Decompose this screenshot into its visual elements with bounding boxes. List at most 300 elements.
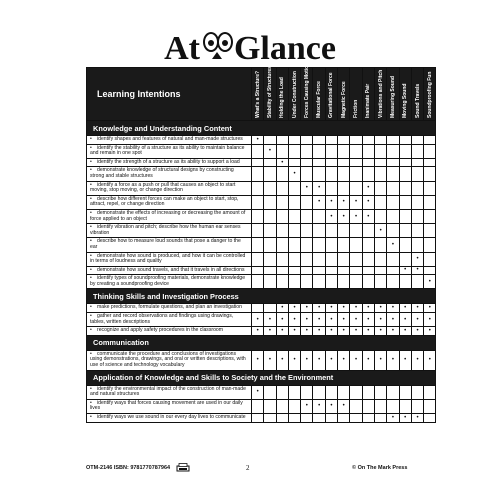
mark-cell	[424, 195, 436, 209]
column-header	[252, 68, 264, 121]
mark-cell	[424, 158, 436, 167]
mark-cell	[288, 224, 300, 238]
checkmark-dot-icon: •	[342, 403, 345, 410]
learning-intention-cell	[87, 167, 252, 181]
learning-intention-text: identify the environmental impact of the construction of man-made and natural structures	[90, 385, 246, 398]
checkmark-dot-icon: •	[281, 316, 284, 323]
eyes-logo-icon	[202, 30, 232, 60]
checkmark-dot-icon: •	[318, 403, 321, 410]
column-header	[301, 62, 313, 121]
mark-cell	[276, 399, 288, 413]
checkmark-dot-icon: •	[367, 213, 370, 220]
checkmark-dot-icon: •	[416, 328, 419, 335]
checkmark-dot-icon: •	[367, 316, 370, 323]
bullet-icon: •	[90, 181, 92, 188]
mark-cell	[276, 167, 288, 181]
mark-cell	[301, 238, 313, 252]
mark-cell	[338, 209, 350, 223]
mark-cell	[264, 350, 276, 370]
learning-intention-text: gather and record observations and findings using drawings, tables, written descriptions	[90, 313, 234, 325]
mark-cell	[374, 136, 386, 145]
mark-cell	[424, 385, 436, 399]
mark-cell	[301, 313, 313, 327]
mark-cell	[411, 266, 423, 275]
column-header-label: Vibrations and Pitch	[377, 69, 384, 118]
column-header	[374, 68, 386, 121]
mark-cell	[399, 238, 411, 252]
checkmark-dot-icon: •	[342, 357, 345, 364]
mark-cell	[399, 158, 411, 167]
mark-cell	[399, 313, 411, 327]
mark-cell	[338, 136, 350, 145]
mark-cell	[325, 275, 337, 289]
learning-intention-cell	[87, 209, 252, 223]
table-row	[87, 414, 436, 423]
bullet-icon: •	[90, 399, 92, 406]
mark-cell	[276, 275, 288, 289]
mark-cell	[374, 252, 386, 266]
checkmark-dot-icon: •	[305, 357, 308, 364]
mark-cell	[387, 181, 399, 195]
mark-cell	[288, 266, 300, 275]
mark-cell	[374, 209, 386, 223]
mark-cell	[399, 350, 411, 370]
mark-cell	[338, 414, 350, 423]
mark-cell	[325, 158, 337, 167]
mark-cell	[424, 266, 436, 275]
mark-cell	[325, 350, 337, 370]
mark-cell	[424, 414, 436, 423]
mark-cell	[424, 209, 436, 223]
mark-cell	[264, 385, 276, 399]
mark-cell	[374, 158, 386, 167]
mark-cell	[288, 313, 300, 327]
learning-intention-cell	[87, 275, 252, 289]
table-row	[87, 238, 436, 252]
mark-cell	[264, 313, 276, 327]
checkmark-dot-icon: •	[367, 328, 370, 335]
column-header-label: Inanimate Pair	[365, 83, 372, 118]
mark-cell	[387, 209, 399, 223]
checkmark-dot-icon: •	[268, 316, 271, 323]
mark-cell	[338, 266, 350, 275]
mark-cell	[313, 252, 325, 266]
learning-intention-text: identify the stability of a structure as its ability to maintain balance and remain in one spot	[90, 144, 245, 157]
section-heading: Knowledge and Understanding Content	[87, 121, 436, 136]
checkmark-dot-icon: •	[367, 357, 370, 364]
checkmark-dot-icon: •	[416, 414, 419, 421]
checkmark-dot-icon: •	[305, 185, 308, 192]
checkmark-dot-icon: •	[256, 316, 259, 323]
mark-cell	[362, 385, 374, 399]
checkmark-dot-icon: •	[305, 305, 308, 312]
title-at: At	[164, 30, 200, 67]
mark-cell	[313, 209, 325, 223]
mark-cell	[301, 304, 313, 313]
mark-cell	[387, 350, 399, 370]
mark-cell	[387, 252, 399, 266]
mark-cell	[252, 181, 264, 195]
mark-cell	[264, 327, 276, 336]
mark-cell	[325, 238, 337, 252]
mark-cell	[288, 414, 300, 423]
mark-cell	[313, 224, 325, 238]
mark-cell	[264, 399, 276, 413]
mark-cell	[313, 158, 325, 167]
mark-cell	[399, 144, 411, 158]
learning-intention-cell	[87, 266, 252, 275]
mark-cell	[362, 414, 374, 423]
mark-cell	[288, 136, 300, 145]
checkmark-dot-icon: •	[256, 136, 259, 143]
column-header-label: What's a Structure?	[254, 70, 261, 118]
checkmark-dot-icon: •	[318, 357, 321, 364]
mark-cell	[264, 195, 276, 209]
mark-cell	[325, 136, 337, 145]
bullet-icon: •	[90, 167, 92, 174]
mark-cell	[325, 195, 337, 209]
mark-cell	[313, 304, 325, 313]
checkmark-dot-icon: •	[281, 305, 284, 312]
checkmark-dot-icon: •	[416, 357, 419, 364]
mark-cell	[387, 266, 399, 275]
title-glance: Glance	[233, 30, 336, 67]
mark-cell	[288, 238, 300, 252]
mark-cell	[276, 304, 288, 313]
learning-intention-text: make predictions, formulate questions, and plan an investigation	[97, 304, 242, 311]
mark-cell	[350, 167, 362, 181]
bullet-icon: •	[90, 385, 92, 392]
learning-intention-cell	[87, 181, 252, 195]
mark-cell	[362, 195, 374, 209]
section-heading: Thinking Skills and Investigation Process	[87, 289, 436, 304]
checkmark-dot-icon: •	[404, 414, 407, 421]
checkmark-dot-icon: •	[379, 305, 382, 312]
mark-cell	[325, 224, 337, 238]
mark-cell	[313, 385, 325, 399]
mark-cell	[338, 158, 350, 167]
checkmark-dot-icon: •	[416, 305, 419, 312]
bullet-icon: •	[90, 224, 92, 231]
mark-cell	[411, 158, 423, 167]
mark-cell	[313, 136, 325, 145]
mark-cell	[350, 385, 362, 399]
bullet-icon: •	[90, 304, 92, 311]
checkmark-dot-icon: •	[354, 328, 358, 335]
learning-intention-text: identify types of soundproofing materials, demonstrate knowledge by creating a soundproofing device	[90, 275, 246, 287]
mark-cell	[301, 385, 313, 399]
mark-cell	[362, 136, 374, 145]
checkmark-dot-icon: •	[391, 305, 394, 312]
checkmark-dot-icon: •	[330, 357, 333, 364]
mark-cell	[350, 181, 362, 195]
mark-cell	[301, 167, 313, 181]
mark-cell	[301, 181, 313, 195]
mark-cell	[288, 304, 300, 313]
mark-cell	[288, 144, 300, 158]
checkmark-dot-icon: •	[379, 357, 382, 364]
mark-cell	[362, 167, 374, 181]
mark-cell	[301, 209, 313, 223]
checkmark-dot-icon: •	[416, 256, 419, 263]
mark-cell	[313, 238, 325, 252]
mark-cell	[350, 144, 362, 158]
column-header	[399, 68, 411, 121]
mark-cell	[252, 209, 264, 223]
mark-cell	[313, 144, 325, 158]
mark-cell	[374, 266, 386, 275]
mark-cell	[301, 350, 313, 370]
table-row	[87, 136, 436, 145]
mark-cell	[387, 195, 399, 209]
bullet-icon: •	[90, 209, 92, 216]
mark-cell	[325, 252, 337, 266]
column-header-label: Sound Travels	[414, 83, 421, 118]
checkmark-dot-icon: •	[256, 389, 259, 396]
learning-intention-cell	[87, 144, 252, 158]
table-row	[87, 209, 436, 223]
mark-cell	[350, 327, 362, 336]
learning-intention-text: communicate the procedure and conclusions of investigations using demonstrations, drawings, and oral or written descriptions, with use of science and technology vocabulary	[90, 350, 246, 369]
bullet-icon: •	[90, 275, 92, 282]
mark-cell	[325, 385, 337, 399]
mark-cell	[350, 414, 362, 423]
mark-cell	[252, 327, 264, 336]
mark-cell	[362, 224, 374, 238]
mark-cell	[399, 181, 411, 195]
mark-cell	[301, 414, 313, 423]
mark-cell	[276, 414, 288, 423]
bullet-icon: •	[90, 327, 92, 334]
checkmark-dot-icon: •	[379, 328, 382, 335]
mark-cell	[325, 209, 337, 223]
learning-intention-cell	[87, 224, 252, 238]
mark-cell	[325, 399, 337, 413]
mark-cell	[387, 144, 399, 158]
mark-cell	[313, 399, 325, 413]
mark-cell	[374, 238, 386, 252]
mark-cell	[276, 238, 288, 252]
learning-intention-cell	[87, 385, 252, 399]
mark-cell	[325, 144, 337, 158]
mark-cell	[264, 414, 276, 423]
table-row	[87, 252, 436, 266]
mark-cell	[252, 385, 264, 399]
checkmark-dot-icon: •	[268, 148, 271, 155]
column-header-label: Muscular Force	[316, 81, 323, 118]
mark-cell	[399, 209, 411, 223]
mark-cell	[276, 327, 288, 336]
mark-cell	[411, 385, 423, 399]
mark-cell	[325, 313, 337, 327]
mark-cell	[252, 144, 264, 158]
learning-intention-text: describe how different forces can make an object to start, stop, attract, repel, or change direction	[90, 195, 239, 208]
checkmark-dot-icon: •	[342, 199, 345, 206]
mark-cell	[301, 224, 313, 238]
mark-cell	[288, 158, 300, 167]
mark-cell	[387, 414, 399, 423]
mark-cell	[350, 266, 362, 275]
mark-cell	[350, 238, 362, 252]
mark-cell	[387, 399, 399, 413]
mark-cell	[338, 275, 350, 289]
checkmark-dot-icon: •	[330, 316, 333, 323]
table-row	[87, 158, 436, 167]
printer-icon	[176, 463, 190, 472]
mark-cell	[301, 195, 313, 209]
bullet-icon: •	[90, 313, 92, 320]
mark-cell	[374, 181, 386, 195]
learning-intention-text: demonstrate how sound is produced, and how it can be controlled in terms of loudness and quality	[90, 252, 246, 265]
mark-cell	[350, 350, 362, 370]
mark-cell	[424, 304, 436, 313]
mark-cell	[411, 313, 423, 327]
mark-cell	[411, 195, 423, 209]
mark-cell	[338, 399, 350, 413]
checkmark-dot-icon: •	[354, 213, 358, 220]
learning-intention-cell	[87, 399, 252, 413]
checkmark-dot-icon: •	[305, 403, 308, 410]
checkmark-dot-icon: •	[318, 185, 321, 192]
table-row	[87, 195, 436, 209]
mark-cell	[252, 399, 264, 413]
mark-cell	[252, 238, 264, 252]
column-header-label: Moving Sound	[402, 83, 409, 118]
mark-cell	[411, 136, 423, 145]
mark-cell	[362, 209, 374, 223]
checkmark-dot-icon: •	[330, 213, 333, 220]
mark-cell	[362, 266, 374, 275]
mark-cell	[252, 167, 264, 181]
checkmark-dot-icon: •	[391, 328, 394, 335]
mark-cell	[252, 275, 264, 289]
checkmark-dot-icon: •	[293, 328, 296, 335]
column-header-label: Measuring Sound	[389, 76, 396, 118]
mark-cell	[313, 313, 325, 327]
mark-cell	[252, 195, 264, 209]
mark-cell	[411, 252, 423, 266]
mark-cell	[338, 238, 350, 252]
mark-cell	[411, 224, 423, 238]
checkmark-dot-icon: •	[354, 357, 358, 364]
mark-cell	[411, 238, 423, 252]
table-row	[87, 327, 436, 336]
mark-cell	[325, 304, 337, 313]
mark-cell	[399, 167, 411, 181]
table-row	[87, 266, 436, 275]
checkmark-dot-icon: •	[268, 357, 271, 364]
mark-cell	[313, 350, 325, 370]
mark-cell	[325, 181, 337, 195]
learning-intention-cell	[87, 327, 252, 336]
column-header-label: Soundproofing Fun	[426, 71, 433, 118]
mark-cell	[399, 266, 411, 275]
checkmark-dot-icon: •	[391, 316, 394, 323]
checkmark-dot-icon: •	[428, 328, 431, 335]
bullet-icon: •	[90, 350, 92, 357]
mark-cell	[374, 304, 386, 313]
mark-cell	[264, 252, 276, 266]
checkmark-dot-icon: •	[256, 328, 259, 335]
checkmark-dot-icon: •	[354, 305, 358, 312]
mark-cell	[252, 304, 264, 313]
table-row	[87, 313, 436, 327]
mark-cell	[350, 136, 362, 145]
mark-cell	[350, 195, 362, 209]
mark-cell	[264, 266, 276, 275]
learning-intention-text: demonstrate how sound travels, and that it travels in all directions	[97, 266, 245, 273]
column-header-label: Forces Causing Motion	[303, 62, 310, 118]
mark-cell	[252, 252, 264, 266]
mark-cell	[338, 304, 350, 313]
checkmark-dot-icon: •	[367, 199, 370, 206]
page-number: 2	[246, 464, 250, 472]
mark-cell	[338, 313, 350, 327]
checkmark-dot-icon: •	[404, 305, 407, 312]
mark-cell	[301, 144, 313, 158]
mark-cell	[362, 252, 374, 266]
footer-copyright: © On The Mark Press	[352, 465, 408, 471]
mark-cell	[276, 195, 288, 209]
mark-cell	[325, 327, 337, 336]
checkmark-dot-icon: •	[342, 328, 345, 335]
mark-cell	[374, 385, 386, 399]
learning-intention-cell	[87, 136, 252, 145]
mark-cell	[288, 327, 300, 336]
learning-intention-text: describe how to measure loud sounds that pose a danger to the ear	[90, 238, 241, 250]
section-heading: Communication	[87, 335, 436, 350]
column-header	[276, 68, 288, 121]
mark-cell	[350, 275, 362, 289]
mark-cell	[387, 167, 399, 181]
mark-cell	[374, 313, 386, 327]
bullet-icon: •	[90, 136, 92, 142]
mark-cell	[362, 350, 374, 370]
learning-intention-text: demonstrate knowledge of structural designs by constructing strong and stable structures	[90, 167, 234, 179]
table-row	[87, 350, 436, 370]
column-header	[264, 68, 276, 121]
mark-cell	[399, 399, 411, 413]
mark-cell	[276, 350, 288, 370]
checkmark-dot-icon: •	[281, 328, 284, 335]
mark-cell	[424, 238, 436, 252]
learning-intention-cell	[87, 414, 252, 423]
mark-cell	[374, 167, 386, 181]
mark-cell	[362, 313, 374, 327]
learning-intention-text: identify a force as a push or pull that causes an object to start moving, stop moving, or change direction	[90, 181, 236, 194]
bullet-icon: •	[90, 414, 92, 420]
mark-cell	[350, 158, 362, 167]
mark-cell	[276, 181, 288, 195]
mark-cell	[362, 144, 374, 158]
mark-cell	[350, 252, 362, 266]
mark-cell	[264, 136, 276, 145]
at-a-glance-table	[86, 62, 436, 423]
mark-cell	[338, 167, 350, 181]
mark-cell	[252, 414, 264, 423]
column-header	[338, 68, 350, 121]
mark-cell	[411, 327, 423, 336]
mark-cell	[424, 350, 436, 370]
mark-cell	[411, 399, 423, 413]
learning-intention-cell	[87, 252, 252, 266]
column-header	[411, 68, 423, 121]
learning-intention-text: demonstrate the effects of increasing or decreasing the amount of force applied to an object	[90, 209, 246, 222]
mark-cell	[362, 158, 374, 167]
mark-cell	[313, 181, 325, 195]
mark-cell	[313, 266, 325, 275]
mark-cell	[362, 275, 374, 289]
